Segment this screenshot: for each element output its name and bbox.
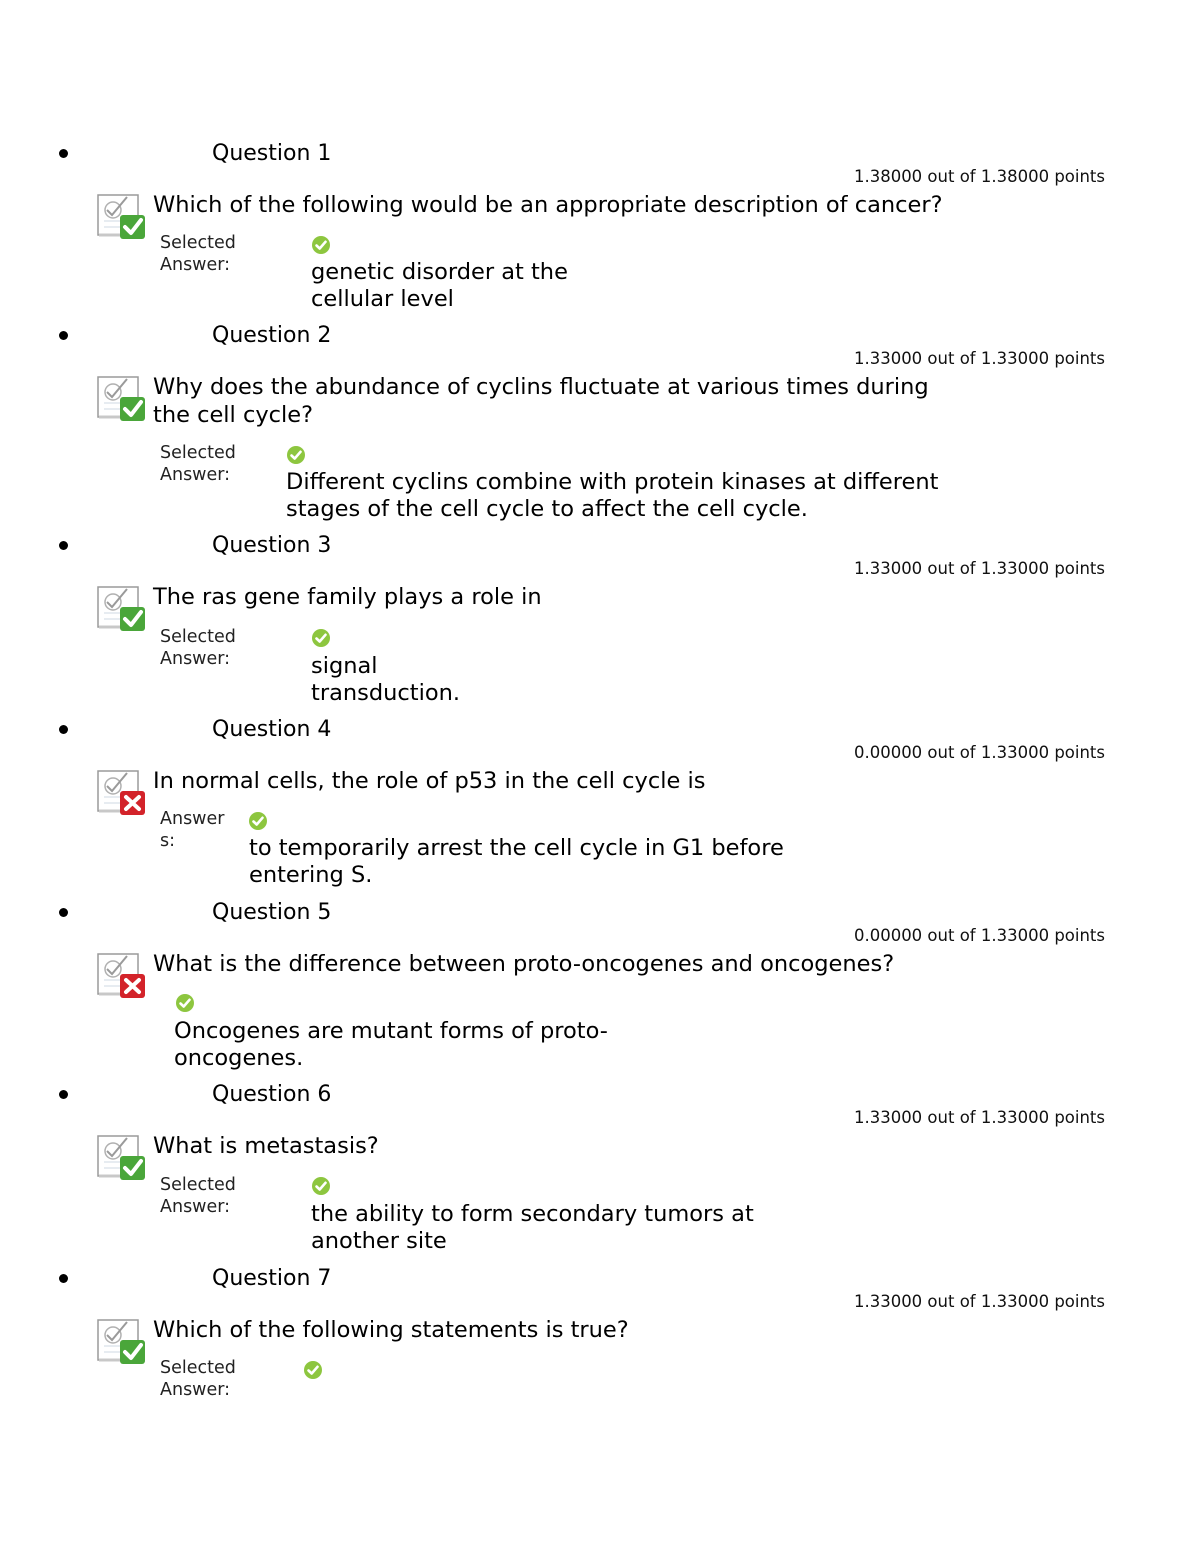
list-bullet	[59, 1090, 68, 1099]
correct-answer-check-icon	[311, 628, 331, 648]
question-title: Question 7	[212, 1266, 332, 1291]
correct-answer-check-icon	[248, 811, 268, 831]
question-text: What is the difference between proto-oncogenes and oncogenes?	[153, 951, 895, 977]
selected-answer-text: genetic disorder at the cellular level	[311, 259, 568, 312]
list-bullet	[59, 331, 68, 340]
correct-answer-check-icon	[303, 1360, 323, 1380]
answer-label: Selected Answer:	[160, 627, 236, 669]
question-text: Which of the following would be an appropriate description of cancer?	[153, 192, 943, 218]
correct-answer-check-icon	[175, 993, 195, 1013]
question-title: Question 6	[212, 1082, 332, 1107]
correct-answer-check-icon	[311, 1176, 331, 1196]
question-incorrect-icon	[96, 767, 146, 817]
list-bullet	[59, 1274, 68, 1283]
selected-answer-text: the ability to form secondary tumors at another site	[311, 1201, 754, 1254]
answer-label: Selected Answer:	[160, 1358, 236, 1400]
question-correct-icon	[96, 373, 146, 423]
list-bullet	[59, 541, 68, 550]
question-correct-icon	[96, 1316, 146, 1366]
correct-answer-check-icon	[286, 445, 306, 465]
selected-answer-text: signal transduction.	[311, 653, 461, 706]
list-bullet	[59, 908, 68, 917]
question-title: Question 3	[212, 533, 332, 558]
list-bullet	[59, 725, 68, 734]
question-points: 1.38000 out of 1.38000 points	[853, 167, 1105, 186]
question-correct-icon	[96, 583, 146, 633]
answer-label: Selected Answer:	[160, 233, 236, 275]
question-points: 1.33000 out of 1.33000 points	[853, 1108, 1105, 1127]
question-text: In normal cells, the role of p53 in the cell cycle is	[153, 768, 706, 794]
question-points: 1.33000 out of 1.33000 points	[853, 1292, 1105, 1311]
question-correct-icon	[96, 1132, 146, 1182]
question-points: 1.33000 out of 1.33000 points	[853, 559, 1105, 578]
answer-label: Selected Answer:	[160, 1175, 236, 1217]
question-text: Which of the following statements is true?	[153, 1317, 629, 1343]
question-text: What is metastasis?	[153, 1133, 379, 1159]
selected-answer-text: Different cyclins combine with protein kinases at different stages of the cell cycle to affect the cell cycle.	[286, 469, 939, 522]
question-title: Question 4	[212, 717, 332, 742]
list-bullet	[59, 149, 68, 158]
question-points: 0.00000 out of 1.33000 points	[853, 926, 1105, 945]
question-points: 0.00000 out of 1.33000 points	[853, 743, 1105, 762]
question-text: The ras gene family plays a role in	[153, 584, 542, 610]
correct-answer-check-icon	[311, 235, 331, 255]
question-incorrect-icon	[96, 950, 146, 1000]
question-title: Question 1	[212, 141, 332, 166]
answer-label: Selected Answer:	[160, 443, 236, 485]
selected-answer-text: Oncogenes are mutant forms of proto- oncogenes.	[174, 1018, 608, 1071]
question-points: 1.33000 out of 1.33000 points	[853, 349, 1105, 368]
answer-label: Answer s:	[160, 809, 225, 851]
question-correct-icon	[96, 191, 146, 241]
question-text: Why does the abundance of cyclins fluctuate at various times during the cell cycle?	[153, 374, 929, 428]
selected-answer-text: to temporarily arrest the cell cycle in G1 before entering S.	[249, 835, 784, 888]
question-title: Question 2	[212, 323, 332, 348]
question-title: Question 5	[212, 900, 332, 925]
